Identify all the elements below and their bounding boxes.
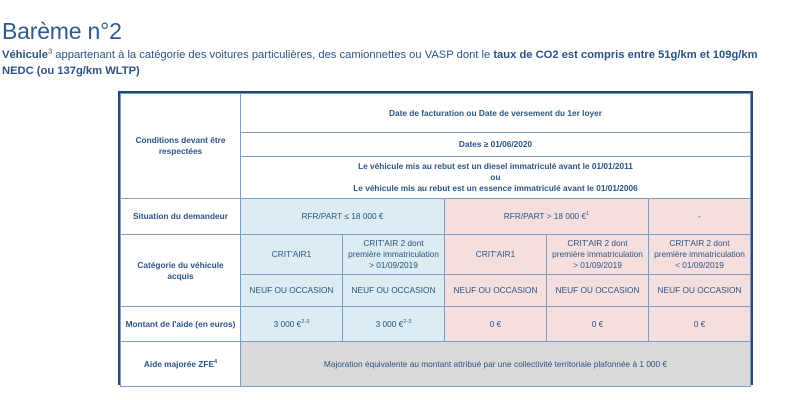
situation-cell-rfr-low-text: RFR/PART ≤ 18 000 € — [301, 211, 384, 221]
montant-cell-3 — [445, 307, 547, 342]
situation-cell-rfr-low — [241, 199, 445, 235]
bareme-table-container — [118, 91, 753, 385]
table-row-categorie-critair — [121, 235, 751, 275]
row-header-conditions: Conditions devant être respectées — [121, 94, 241, 199]
montant-cell-5 — [649, 307, 751, 342]
montant-cell-1 — [241, 307, 343, 342]
table-row-zfe — [121, 342, 751, 387]
conditions-dates-limite: Dates ≥ 01/06/2020 — [241, 133, 751, 157]
row-header-montant: Montant de l'aide (en euros) — [121, 307, 241, 342]
categorie-critair-cell-5: CRIT'AIR 2 dont première immatriculation < 01/09/2019 — [649, 235, 751, 275]
categorie-critair-cell-3: CRIT'AIR1 — [445, 235, 547, 275]
intro-lead-superscript: 3 — [48, 46, 53, 56]
situation-cell-na-text: - — [698, 211, 701, 221]
intro-middle-text: appartenant à la catégorie des voitures particulières, des camionnettes ou VASP dont le — [52, 49, 494, 62]
categorie-etat-cell-1: NEUF OU OCCASION — [241, 275, 343, 307]
row-header-situation: Situation du demandeur — [121, 199, 241, 235]
table-row-situation — [121, 199, 751, 235]
conditions-rebut-essence: Le véhicule mis au rebut est un essence immatriculé avant le 01/01/2006 — [353, 183, 638, 193]
row-header-zfe-sup: 4 — [213, 358, 218, 365]
categorie-etat-cell-3: NEUF OU OCCASION — [445, 275, 547, 307]
row-header-zfe-text: Aide majorée ZFE — [143, 358, 214, 369]
montant-cell-2 — [343, 307, 445, 342]
situation-cell-rfr-high-text: RFR/PART > 18 000 € — [503, 211, 587, 221]
montant-cell-5-text: 0 € — [693, 318, 706, 329]
categorie-critair-cell-4: CRIT'AIR 2 dont première immatriculation > 01/09/2019 — [547, 235, 649, 275]
montant-cell-2-sup: 2-3 — [403, 318, 412, 325]
situation-cell-na — [649, 199, 751, 235]
montant-cell-4-text: 0 € — [591, 318, 604, 329]
categorie-critair-cell-2: CRIT'AIR 2 dont première immatriculation > 01/09/2019 — [343, 235, 445, 275]
montant-cell-2-text: 3 000 € — [375, 318, 404, 329]
table-row-montant — [121, 307, 751, 342]
conditions-rebut-ou: ou — [490, 172, 501, 182]
row-header-categorie: Catégorie du véhicule acquis — [121, 235, 241, 307]
intro-lead: Véhicule — [2, 49, 49, 62]
conditions-rebut-block — [241, 157, 751, 199]
categorie-critair-cell-1: CRIT'AIR1 — [241, 235, 343, 275]
situation-cell-rfr-high-sup: 1 — [586, 211, 590, 218]
montant-cell-1-sup: 2-3 — [301, 318, 310, 325]
montant-cell-1-text: 3 000 € — [273, 318, 302, 329]
categorie-etat-cell-2: NEUF OU OCCASION — [343, 275, 445, 307]
montant-cell-4 — [547, 307, 649, 342]
bareme-table — [120, 93, 751, 387]
zfe-value-cell: Majoration équivalente au montant attribué par une collectivité territoriale plafonnée à 1 000 € — [241, 342, 751, 387]
intro-paragraph — [2, 47, 778, 79]
intro-emphasis: taux de CO2 est compris entre 51g/km et 109g/km NEDC (ou 137g/km WLTP) — [2, 49, 758, 78]
conditions-rebut-diesel: Le véhicule mis au rebut est un diesel immatriculé avant le 01/01/2011 — [358, 161, 633, 171]
page-title: Barème n°2 — [2, 18, 122, 45]
categorie-etat-cell-4: NEUF OU OCCASION — [547, 275, 649, 307]
table-row-conditions-line1 — [121, 94, 751, 133]
situation-cell-rfr-high — [445, 199, 649, 235]
conditions-date-facturation: Date de facturation ou Date de versement du 1er loyer — [241, 94, 751, 133]
montant-cell-3-text: 0 € — [489, 318, 502, 329]
row-header-zfe — [121, 342, 241, 387]
categorie-etat-cell-5: NEUF OU OCCASION — [649, 275, 751, 307]
